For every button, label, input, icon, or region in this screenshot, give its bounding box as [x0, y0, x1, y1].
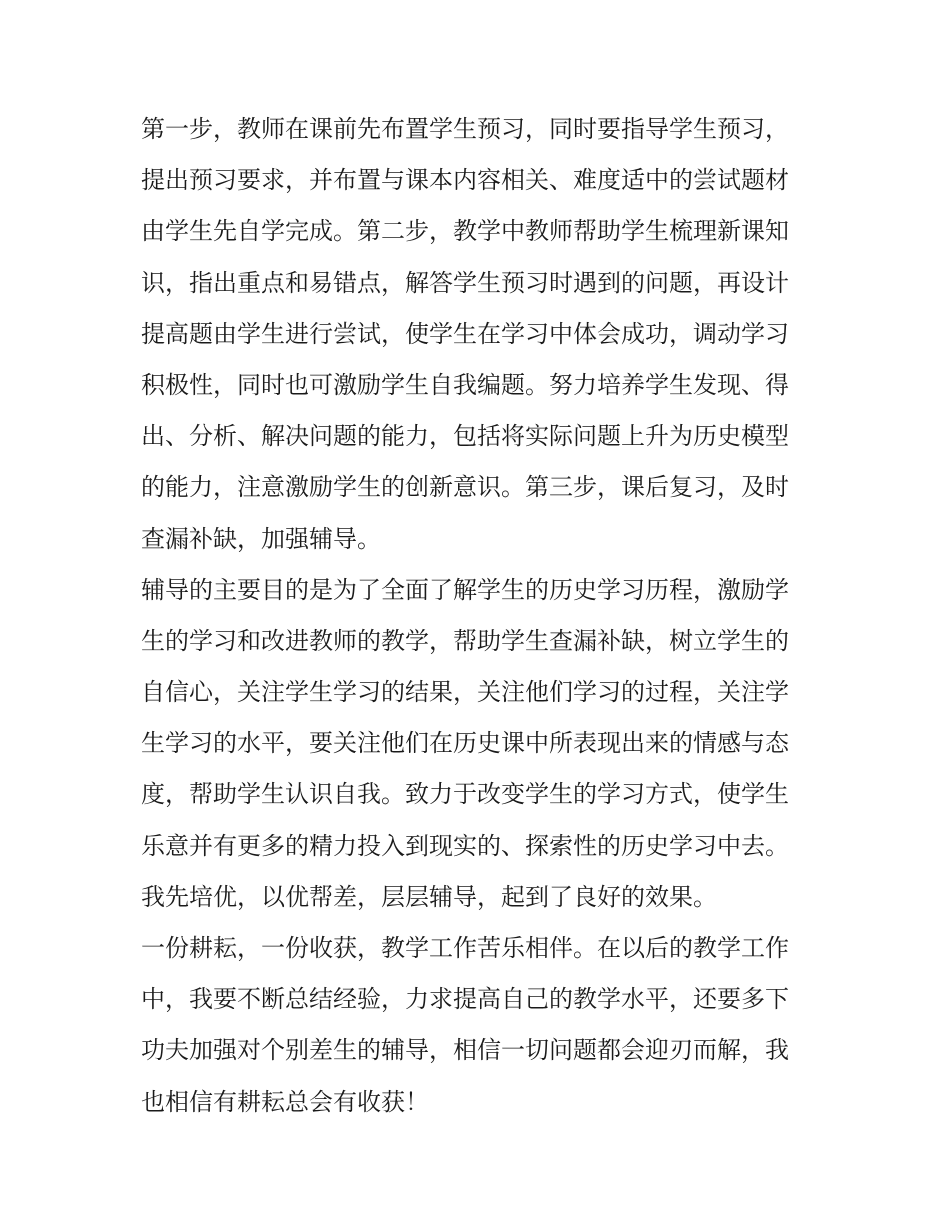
- paragraph-line: 提出预习要求，并布置与课本内容相关、难度适中的尝试题材: [141, 166, 789, 195]
- paragraph-line: 辅导的主要目的是为了全面了解学生的历史学习历程，激励学: [141, 575, 789, 604]
- paragraph-line: 由学生先自学完成。第二步，教学中教师帮助学生梳理新课知: [141, 217, 789, 246]
- paragraph-line: 的能力，注意激励学生的创新意识。第三步，课后复习，及时: [141, 473, 789, 502]
- paragraph-3: [141, 923, 813, 1128]
- paragraph-line: 出、分析、解决问题的能力，包括将实际问题上升为历史模型: [141, 422, 789, 451]
- paragraph-line: 我先培优，以优帮差，层层辅导，起到了良好的效果。: [141, 882, 717, 911]
- paragraph-line: 度，帮助学生认识自我。致力于改变学生的学习方式，使学生: [141, 780, 789, 809]
- paragraph-line: 查漏补缺，加强辅导。: [141, 524, 381, 553]
- paragraph-line: 中，我要不断总结经验，力求提高自己的教学水平，还要多下: [141, 985, 789, 1014]
- paragraph-line: 自信心，关注学生学习的结果，关注他们学习的过程，关注学: [141, 678, 789, 707]
- paragraph-line: 生学习的水平，要关注他们在历史课中所表现出来的情感与态: [141, 729, 789, 758]
- paragraph-1: [141, 104, 813, 565]
- paragraph-line: 生的学习和改进教师的教学，帮助学生查漏补缺，树立学生的: [141, 626, 789, 655]
- paragraph-line: 也相信有耕耘总会有收获！: [141, 1087, 429, 1116]
- paragraph-line: 提高题由学生进行尝试，使学生在学习中体会成功，调动学习: [141, 319, 789, 348]
- paragraph-line: 第一步，教师在课前先布置学生预习，同时要指导学生预习，: [141, 115, 789, 143]
- paragraph-line: 功夫加强对个别差生的辅导，相信一切问题都会迎刃而解，我: [141, 1036, 789, 1065]
- paragraph-line: 乐意并有更多的精力投入到现实的、探索性的历史学习中去。: [141, 831, 789, 860]
- paragraph-line: 一份耕耘，一份收获，教学工作苦乐相伴。在以后的教学工作: [141, 934, 789, 962]
- paragraph-line: 积极性，同时也可激励学生自我编题。努力培养学生发现、得: [141, 370, 789, 399]
- document-body: [141, 104, 813, 1128]
- paragraph-line: 识，指出重点和易错点，解答学生预习时遇到的问题，再设计: [141, 268, 789, 297]
- paragraph-2: [141, 565, 813, 923]
